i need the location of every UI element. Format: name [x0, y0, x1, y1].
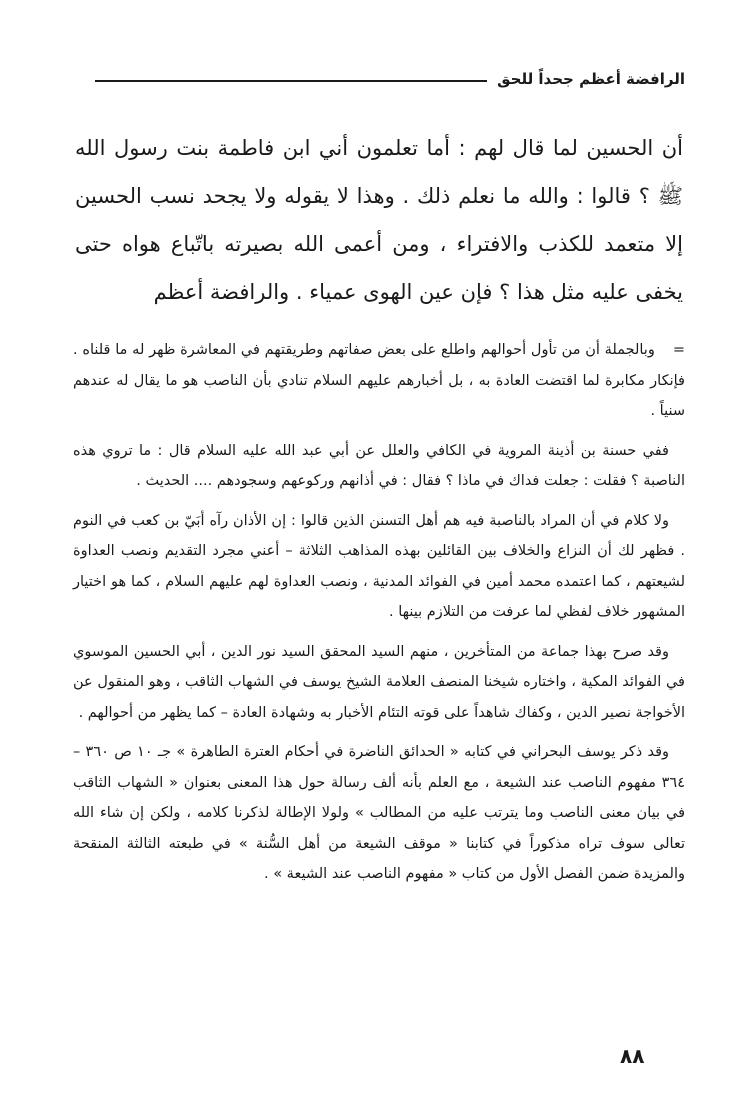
footnotes-section	[73, 335, 685, 899]
running-header	[95, 64, 685, 94]
header-rule	[95, 80, 487, 82]
page-number: ٨٨	[620, 1044, 645, 1068]
running-title: الرافضة أعظم جحداً للحق	[497, 70, 685, 88]
footnote-paragraph	[73, 335, 685, 427]
footnote-paragraph: وقد صرح بهذا جماعة من المتأخرين ، منهم السيد المحقق السيد نور الدين ، أبي الحسين الموسوي في الفوائد المكية ، واختاره شيخنا المنصف العلامة الشيخ يوسف في الشهاب الثاقب ، وهو المنقول عن الأخواجة نصير الدين ، وكفاك شاهداً على قوته التئام الأخبار به وشهادة العادة – كما يظهر من أحوالهم .	[73, 643, 685, 721]
footnote-text: وبالجملة أن من تأول أحوالهم واطلع على بعض صفاتهم وطريقتهم في المعاشرة ظهر له ما قلناه . فإنكار مكابرة لما اقتضت العادة به ، بل أخبارهم عليهم السلام تنادي بأن الناصب هو ما يقال له عندهم سنياً .	[73, 342, 685, 419]
footnote-paragraph: ففي حسنة بن أذينة المروية في الكافي والعلل عن أبي عبد الله عليه السلام قال : ما تروي هذه الناصبة ؟ فقلت : جعلت فداك في ماذا ؟ فقال : في أذانهم وركوعهم وسجودهم .... الحديث .	[73, 442, 685, 489]
main-body-text: أن الحسين لما قال لهم : أما تعلمون أني ابن فاطمة بنت رسول الله ﷺ ؟ قالوا : والله ما نعلم ذلك . وهذا لا يقوله ولا يجحد نسب الحسين إلا متعمد للكذب والافتراء ، ومن أعمى الله بصيرته باتّباع هواه حتى يخفى عليه مثل هذا ؟ فإن عين الهوى عمياء . والرافضة أعظم	[75, 136, 683, 304]
footnote-paragraph: وقد ذكر يوسف البحراني في كتابه « الحدائق الناضرة في أحكام العترة الطاهرة » جـ ١٠ ص ٣٦٠ – ٣٦٤ مفهوم الناصب عند الشيعة ، مع العلم بأنه ألف رسالة حول هذا المعنى بعنوان « الشهاب الثاقب في بيان معنى الناصب وما يترتب عليه من المطالب » ولولا الإطالة لذكرنا كلامه ، ولكن إن شاء الله تعالى سوف تراه مذكوراً في كتابنا « موقف الشيعة من أهل السُّنة » في طبعته الثالثة المنقحة والمزيدة ضمن الفصل الأول من كتاب « مفهوم الناصب عند الشيعة » .	[73, 744, 685, 882]
footnote-paragraph: ولا كلام في أن المراد بالناصبة فيه هم أهل التسنن الذين قالوا : إن الأذان رآه أبَيّ بن كعب في النوم . فظهر لك أن النزاع والخلاف بين القائلين بهذه المذاهب الثلاثة – أعني مجرد التقديم ونصب العداوة لشيعتهم ، كما اعتمده محمد أمين في الفوائد المدنية ، ونصب العداوة لهم عليهم السلام ، كما هو اختيار المشهور خلاف لفظي لما عرفت من التلازم بينها .	[73, 512, 685, 620]
footnote-continuation-marker: =	[672, 342, 685, 358]
